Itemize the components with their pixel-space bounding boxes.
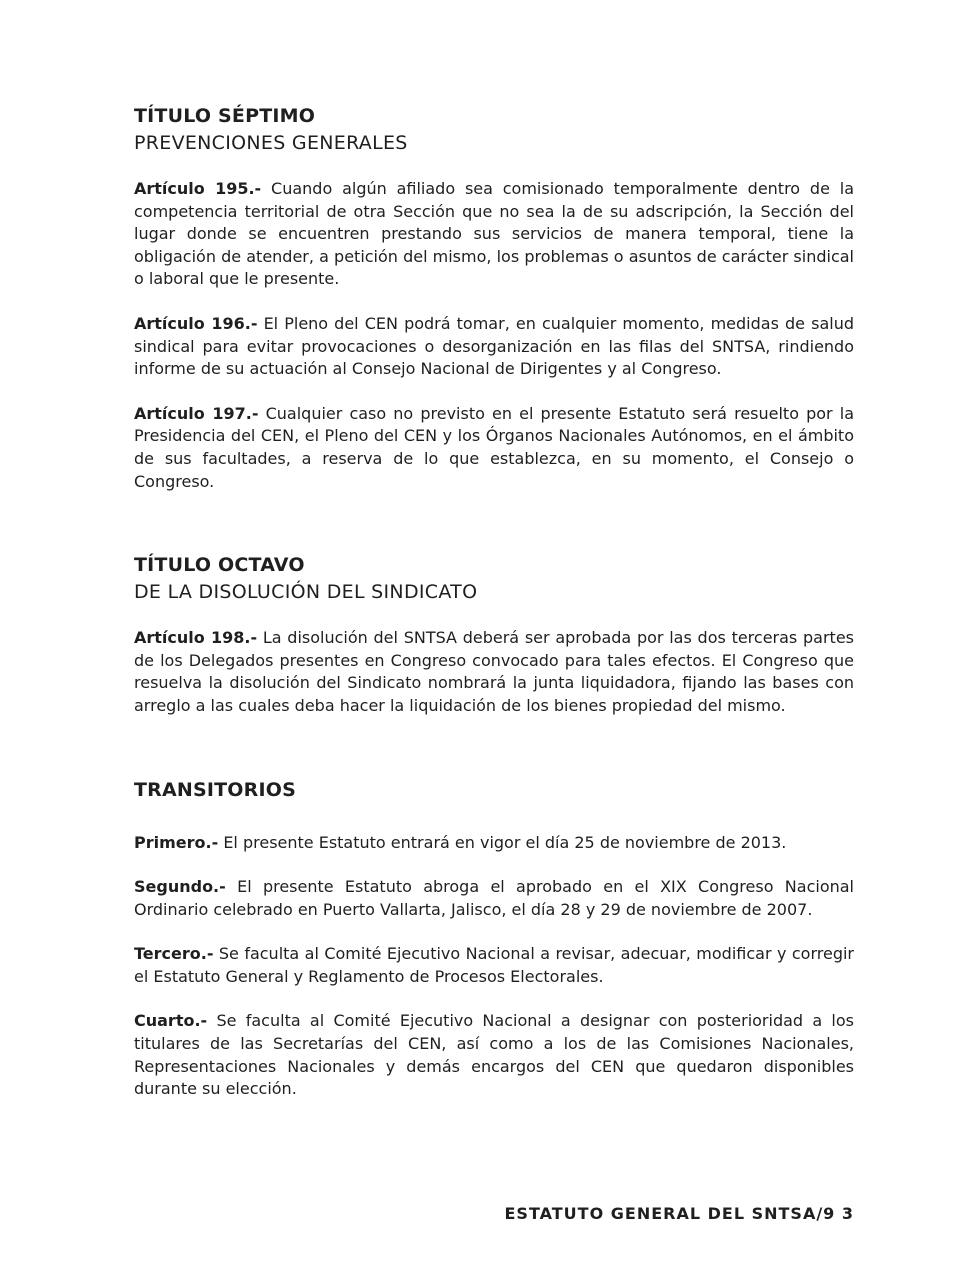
section-subtitle: PREVENCIONES GENERALES <box>134 132 408 154</box>
section-title: TRANSITORIOS <box>134 778 296 801</box>
section-title: TÍTULO OCTAVO <box>134 554 305 577</box>
article-195 <box>134 178 854 291</box>
transitorio-text: El presente Estatuto entrará en vigor el día 25 de noviembre de 2013. <box>218 832 787 852</box>
transitorio-cuarto <box>134 1010 854 1100</box>
article-196 <box>134 313 854 381</box>
transitorio-text: El presente Estatuto abroga el aprobado en el XIX Congreso Nacional Ordinario celebrado en Puerto Vallarta, Jalisco, el día 28 y 29 de noviembre de 2007. <box>134 877 854 919</box>
transitorio-segundo <box>134 876 854 921</box>
article-label: Artículo 197.- <box>134 403 259 423</box>
article-label: Artículo 196.- <box>134 313 258 333</box>
transitorio-tercero <box>134 943 854 988</box>
article-text: Cuando algún afiliado sea comisionado temporalmente dentro de la competencia territorial de otra Sección que no sea la de su adscripción, la Sección del lugar donde se encuentren prestando sus servicios de manera temporal, tiene la obligación de atender, a petición del mismo, los problemas o asuntos de carácter sindical o laboral que le presente. <box>134 179 855 289</box>
page-footer: ESTATUTO GENERAL DEL SNTSA/9 3 <box>504 1204 854 1223</box>
section-subtitle: DE LA DISOLUCIÓN DEL SINDICATO <box>134 581 478 604</box>
document-body <box>134 104 854 1101</box>
section-titulo-octavo <box>134 553 854 717</box>
transitorio-text: Se faculta al Comité Ejecutivo Nacional a designar con posterioridad a los titulares de las Secretarías del CEN, así como a los de las Comisiones Nacionales, Representaciones Nacionales y demás encargos del CEN que quedaron disponibles durante su elección. <box>134 1011 854 1099</box>
article-197 <box>134 403 854 493</box>
article-label: Artículo 195.- <box>134 179 262 198</box>
transitorio-primero <box>134 832 854 855</box>
transitorio-text: Se faculta al Comité Ejecutivo Nacional a revisar, adecuar, modificar y corregir el Estatuto General y Reglamento de Procesos Electorales. <box>134 944 854 986</box>
section-title: TÍTULO SÉPTIMO <box>134 105 316 127</box>
section-titulo-septimo <box>134 104 854 493</box>
transitorio-label: Primero.- <box>134 832 219 852</box>
article-label: Artículo 198.- <box>134 628 258 648</box>
transitorio-label: Tercero.- <box>134 944 214 964</box>
article-198 <box>134 627 854 717</box>
article-text: La disolución del SNTSA deberá ser aprobada por las dos terceras partes de los Delegados presentes en Congreso convocado para tales efectos. El Congreso que resuelva la disolución del Sindicato nombrará la junta liquidadora, fijando las bases con arreglo a las cuales deba hacer la liquidación de los bienes propiedad del mismo. <box>134 628 854 715</box>
transitorio-label: Segundo.- <box>134 877 226 897</box>
transitorio-label: Cuarto.- <box>134 1011 208 1031</box>
article-text: El Pleno del CEN podrá tomar, en cualquier momento, medidas de salud sindical para evitar provocaciones o desorganización en las filas del SNTSA, rindiendo informe de su actuación al Consejo Nacional de Dirigentes y al Congreso. <box>134 313 855 379</box>
article-text: Cualquier caso no previsto en el presente Estatuto será resuelto por la Presidencia del CEN, el Pleno del CEN y los Órganos Nacionales Autónomos, en el ámbito de sus facultades, a reserva de lo que establezca, en su momento, el Consejo o Congreso. <box>134 403 854 491</box>
section-transitorios <box>134 778 854 1101</box>
